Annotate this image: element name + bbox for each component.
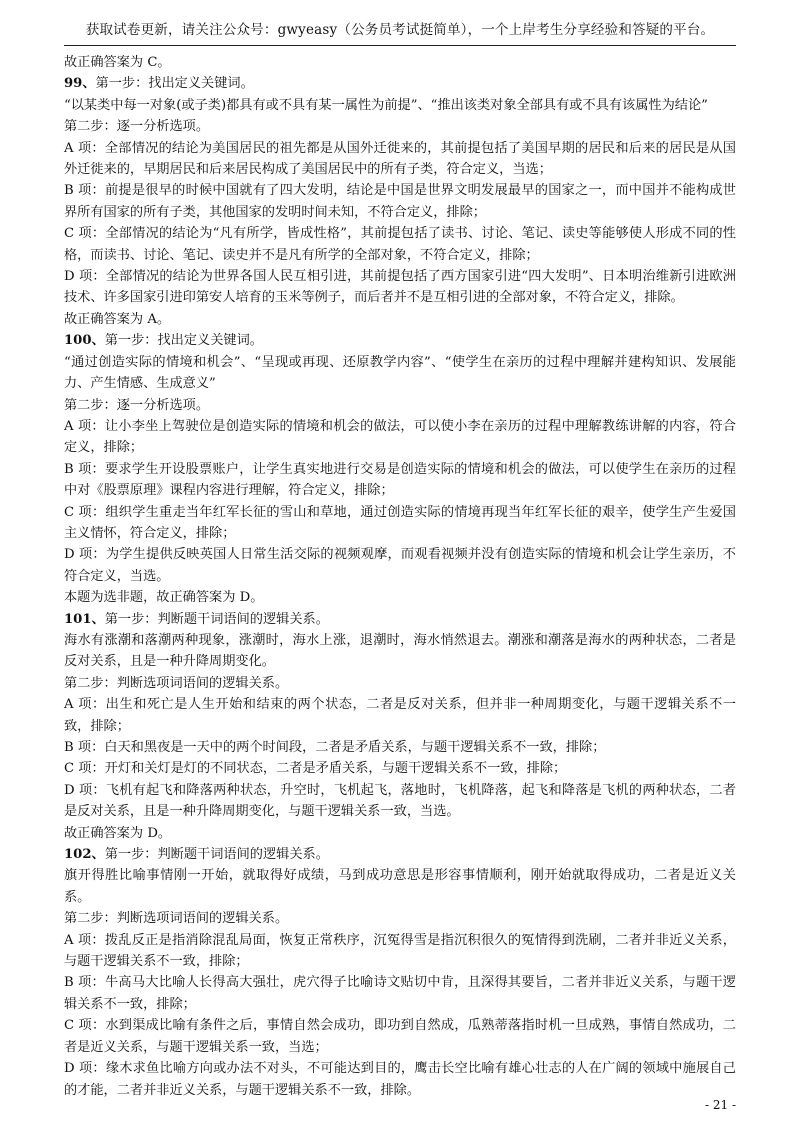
question-step [64,330,736,351]
paragraph: D 项：为学生提供反映英国人日常生活交际的视频观摩，而观看视频并没有创造实际的情境和机会让学生亲历，不符合定义，当选。 [64,547,736,584]
question-step [64,609,736,630]
paragraph: D 项：缘木求鱼比喻方向或办法不对头，不可能达到目的，鹰击长空比喻有雄心壮志的人在广阔的领域中施展自己的才能，二者并非近义关系，与题干逻辑关系不一致，排除。 [64,1061,736,1098]
question-number: 100、 [64,333,105,349]
paragraph: C 项：组织学生重走当年红军长征的雪山和草地，通过创造实际的情境再现当年红军长征的艰辛，使学生产生爱国主义情怀，符合定义，排除； [64,504,736,541]
paragraph: A 项：全部情况的结论为美国居民的祖先都是从国外迁徙来的，其前提包括了美国早期的居民和后来的居民是从国外迁徙来的，早期居民和后来居民构成了美国居民中的所有子类，符合定义，当选； [64,140,736,178]
paragraph: B 项：牛高马大比喻人长得高大强壮，虎穴得子比喻诗文贴切中肯，且深得其要旨，二者并非近义关系，与题干逻辑关系不一致，排除； [64,975,736,1012]
question-number: 101、 [64,611,105,627]
paragraph: D 项：飞机有起飞和降落两种状态，升空时，飞机起飞，落地时，飞机降落，起飞和降落是飞机的两种状态，二者是反对关系，且是一种升降周期变化，与题干逻辑关系一致，当选。 [64,782,736,820]
question-step-text: 第一步：找出定义关键词。 [95,76,254,92]
question-step [64,844,736,865]
paragraph: A 项：让小李坐上驾驶位是创造实际的情境和机会的做法，可以使小李在亲历的过程中理解教练讲解的内容，符合定义，排除； [64,418,736,456]
paragraph: 第二步：判断选项词语间的逻辑关系。 [64,675,289,691]
question-number: 102、 [64,847,105,863]
paragraph: B 项：前提是很早的时候中国就有了四大发明，结论是中国是世界文明发展最早的国家之一，而中国并不能构成世界所有国家的所有子类，其他国家的发明时间未知，不符合定义，排除； [64,183,736,220]
page-header: 获取试卷更新，请关注公众号：gwyeasy（公务员考试挺简单），一个上岸考生分享经验和答疑的平台。 [85,22,715,38]
paragraph: 第二步：逐一分析选项。 [64,119,210,135]
header-divider [64,45,736,46]
paragraph: B 项：白天和黑夜是一天中的两个时间段，二者是矛盾关系，与题干逻辑关系不一致，排除； [64,740,606,755]
paragraph: “以某类中每一对象(或子类)都具有或不具有某一属性为前提”、“推出该类对象全部具有或不具有该属性为结论” [64,97,708,113]
paragraph: 旗开得胜比喻事情刚一开始，就取得好成绩，马到成功意思是形容事情顺利，刚开始就取得成功，二者是近义关系。 [64,868,736,905]
paragraph: B 项：要求学生开设股票账户，让学生真实地进行交易是创造实际的情境和机会的做法，可以使学生在亲历的过程中对《股票原理》课程内容进行理解，符合定义，排除； [64,461,736,499]
question-step [64,73,736,94]
question-number: 99、 [64,76,96,92]
question-step-text: 第一步：判断题干词语间的逻辑关系。 [104,847,329,863]
paragraph: 第二步：判断选项词语间的逻辑关系。 [64,911,289,927]
paragraph: C 项：全部情况的结论为“凡有所学，皆成性格”，其前提包括了读书、讨论、笔记、读史等能够使人形成不同的性格，而读书、讨论、笔记、读史并不是凡有所学的全部对象，不符合定义，排除； [64,226,736,263]
paragraph: 海水有涨潮和落潮两种现象，涨潮时，海水上涨，退潮时，海水悄然退去。潮涨和潮落是海水的两种状态，二者是反对关系，且是一种升降周期变化。 [64,632,736,670]
paragraph: C 项：水到渠成比喻有条件之后，事情自然会成功，即功到自然成，瓜熟蒂落指时机一旦成熟，事情自然成功，二者是近义关系，与题干逻辑关系一致，当选； [64,1018,736,1055]
document-body [64,52,736,1101]
paragraph: A 项：出生和死亡是人生开始和结束的两个状态，二者是反对关系，但并非一种周期变化，与题干逻辑关系不一致，排除； [64,697,736,734]
paragraph: “通过创造实际的情境和机会”、“呈现或再现、还原教学内容”、“使学生在亲历的过程中理解并建构知识、发展能力、产生情感、生成意义” [64,354,736,392]
paragraph: 故正确答案为 A。 [64,311,171,327]
paragraph: D 项：全部情况的结论为世界各国人民互相引进，其前提包括了西方国家引进“四大发明”、日本明治维新引进欧洲技术、许多国家引进印第安人培育的玉米等例子，而后者并不是互相引进的全部对象，不符合定义，排除。 [64,269,736,306]
paragraph: C 项：开灯和关灯是灯的不同状态，二者是矛盾关系，与题干逻辑关系不一致，排除； [64,761,567,777]
paragraph: A 项：拨乱反正是指消除混乱局面，恢复正常秩序，沉冤得雪是指沉积很久的冤情得到洗刷，二者并非近义关系，与题干逻辑关系不一致，排除； [64,932,736,970]
page-number: - 21 - [704,1098,736,1112]
paragraph: 第二步：逐一分析选项。 [64,397,210,413]
question-step-text: 第一步：判断题干词语间的逻辑关系。 [104,611,329,627]
question-step-text: 第一步：找出定义关键词。 [104,333,263,349]
paragraph: 故正确答案为 D。 [64,825,172,841]
paragraph: 本题为选非题，故正确答案为 D。 [64,590,264,606]
paragraph: 故正确答案为 C。 [64,55,171,70]
